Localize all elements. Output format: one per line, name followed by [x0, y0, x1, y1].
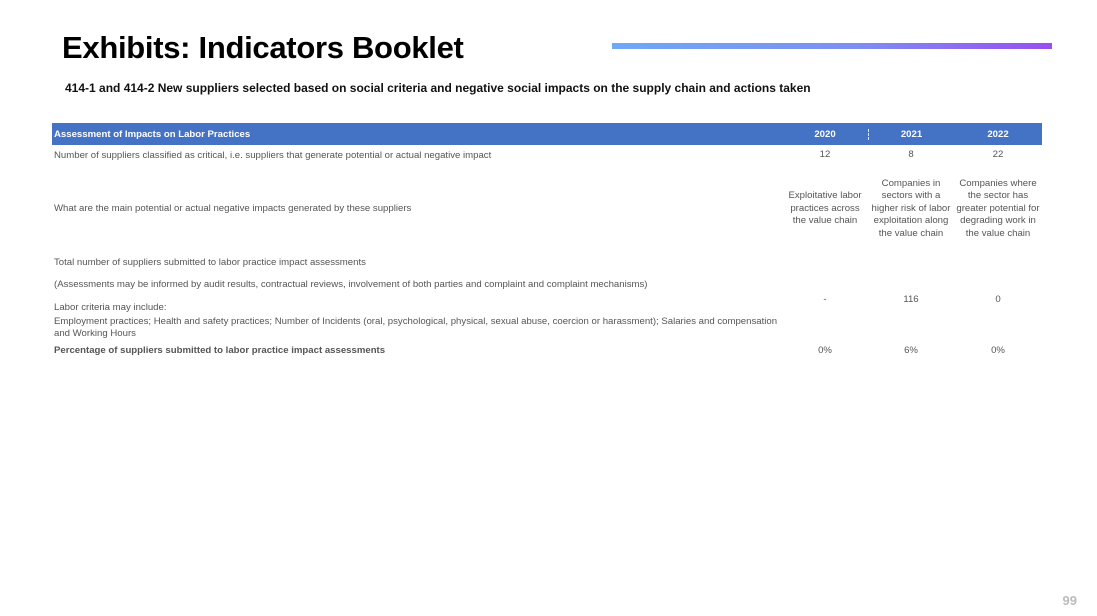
cell-2022: Companies where the sector has greater potential for degrading work in the value chain	[956, 177, 1040, 239]
section-subtitle: 414-1 and 414-2 New suppliers selected based on social criteria and negative social impacts on the supply chain and actions taken	[65, 81, 811, 95]
cell-2020: 0%	[818, 344, 832, 356]
table-header-label: Assessment of Impacts on Labor Practices	[54, 128, 251, 140]
table-header-year-2021: 2021	[868, 129, 954, 140]
cell-2021: 6%	[904, 344, 918, 356]
row-label: Total number of suppliers submitted to labor practice impact assessments	[54, 257, 366, 268]
cell-2022: 0	[995, 294, 1001, 305]
row-note: (Assessments may be informed by audit results, contractual reviews, involvement of both parties and complaint and complaint mechanisms)	[54, 279, 648, 290]
row-label-group	[52, 257, 782, 342]
table-header-row	[52, 123, 1042, 145]
cell-2022: 0%	[991, 344, 1005, 356]
cell-2021: Companies in sectors with a higher risk of labor exploitation along the value chain	[871, 177, 951, 239]
page-number: 99	[1062, 593, 1077, 608]
cell-2022: 22	[992, 149, 1004, 161]
page-title: Exhibits: Indicators Booklet	[62, 30, 464, 65]
row-label: What are the main potential or actual negative impacts generated by these suppliers	[54, 203, 412, 214]
row-note: Labor criteria may include:	[54, 302, 167, 313]
labor-impact-table	[52, 123, 1042, 360]
cell-2020: 12	[819, 149, 831, 161]
table-row-negative-impacts	[52, 166, 1042, 252]
table-header-year-2020: 2020	[814, 128, 836, 140]
cell-2020: -	[823, 294, 827, 305]
table-row-critical-suppliers	[52, 145, 1042, 166]
accent-gradient-bar	[612, 43, 1052, 49]
table-row-assessed-suppliers	[52, 257, 1042, 342]
row-label: Number of suppliers classified as critical, i.e. suppliers that generate potential or actual negative impact	[54, 149, 492, 161]
cell-2021: 116	[903, 294, 919, 305]
row-note: Employment practices; Health and safety practices; Number of Incidents (oral, psychological, physical, sexual abuse, coercion or harassment); Salaries and compensation and Working Hours	[54, 316, 778, 339]
table-header-year-2022: 2022	[987, 128, 1009, 140]
row-values	[782, 257, 1042, 342]
row-label: Percentage of suppliers submitted to labor practice impact assessments	[54, 345, 386, 356]
cell-2021: 8	[908, 149, 914, 161]
cell-2020: Exploitative labor practices across the value chain	[788, 190, 862, 227]
table-row-percentage-assessed	[52, 342, 1042, 360]
